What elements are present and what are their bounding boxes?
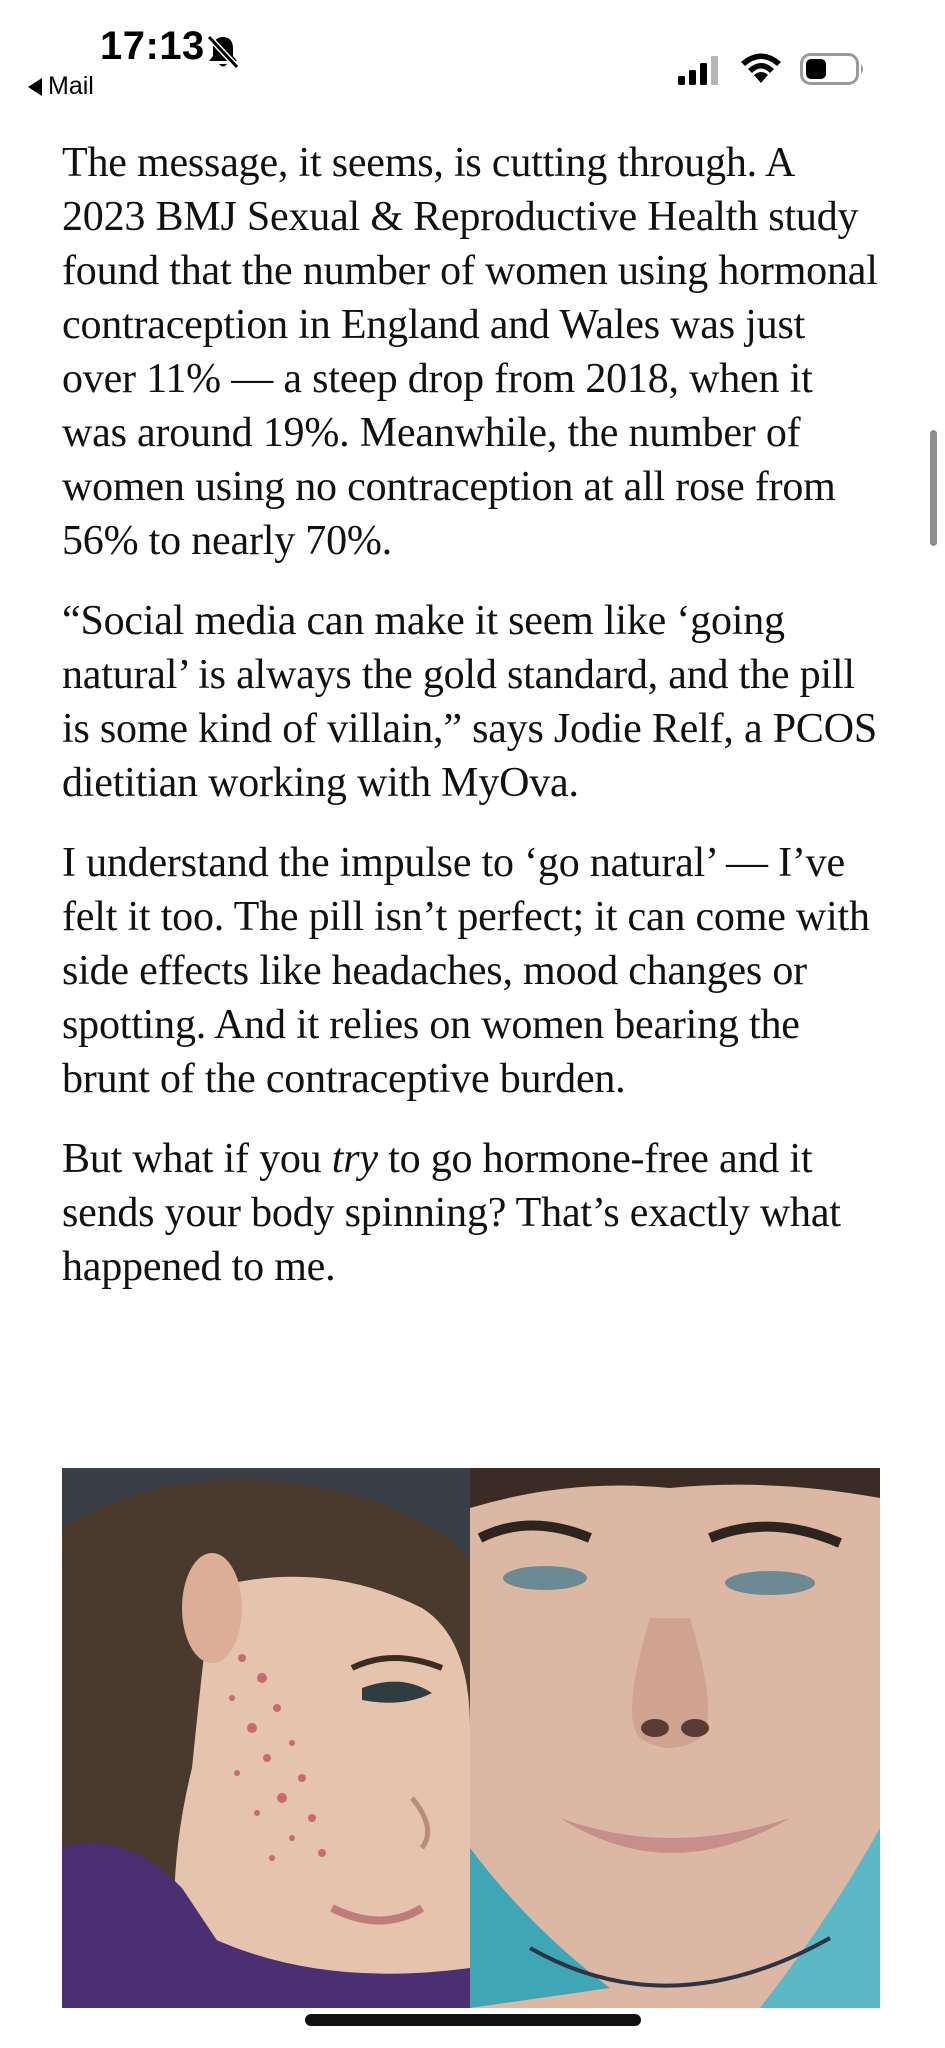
paragraph-text: But what if you (62, 1136, 332, 1182)
article-photo[interactable] (62, 1468, 880, 2008)
paragraph-text: to go hormone-free and it sends your body spinning? That’s exactly what happened to me. (62, 1136, 841, 1290)
home-indicator[interactable] (305, 2014, 641, 2026)
article-paragraph: The message, it seems, is cutting through. A 2023 BMJ Sexual & Reproductive Health study found that the number of women using hormonal contraception in England and Wales was just over 11% — a steep drop from 2018, when it was around 19%. Meanwhile, the number of women using no contraception at all rose from 56% to nearly 70%. (62, 140, 878, 564)
wifi-icon (740, 52, 782, 86)
article-paragraph: “Social media can make it seem like ‘going natural’ is always the gold standard, and the pill is some kind of villain,” says Jodie Relf, a PCOS dietitian working with MyOva. (62, 598, 877, 806)
status-bar (0, 0, 945, 110)
back-label: Mail (48, 72, 94, 100)
back-to-mail-button[interactable] (28, 72, 94, 101)
bell-slash-icon (206, 34, 240, 70)
back-triangle-icon (28, 78, 42, 96)
clock: 17:13 (100, 24, 205, 68)
article-body (62, 136, 882, 1320)
battery-icon (800, 52, 866, 86)
emphasized-word: try (331, 1136, 378, 1182)
after-photo (470, 1468, 880, 2008)
article-paragraph (62, 1132, 882, 1294)
cellular-signal-icon (678, 54, 722, 86)
scroll-indicator[interactable] (930, 430, 937, 546)
before-photo (62, 1468, 470, 2008)
article-paragraph: I understand the impulse to ‘go natural’ — I’ve felt it too. The pill isn’t perfect; it can come with side effects like headaches, mood changes or spotting. And it relies on women bearing the brunt of the contraceptive burden. (62, 840, 870, 1102)
